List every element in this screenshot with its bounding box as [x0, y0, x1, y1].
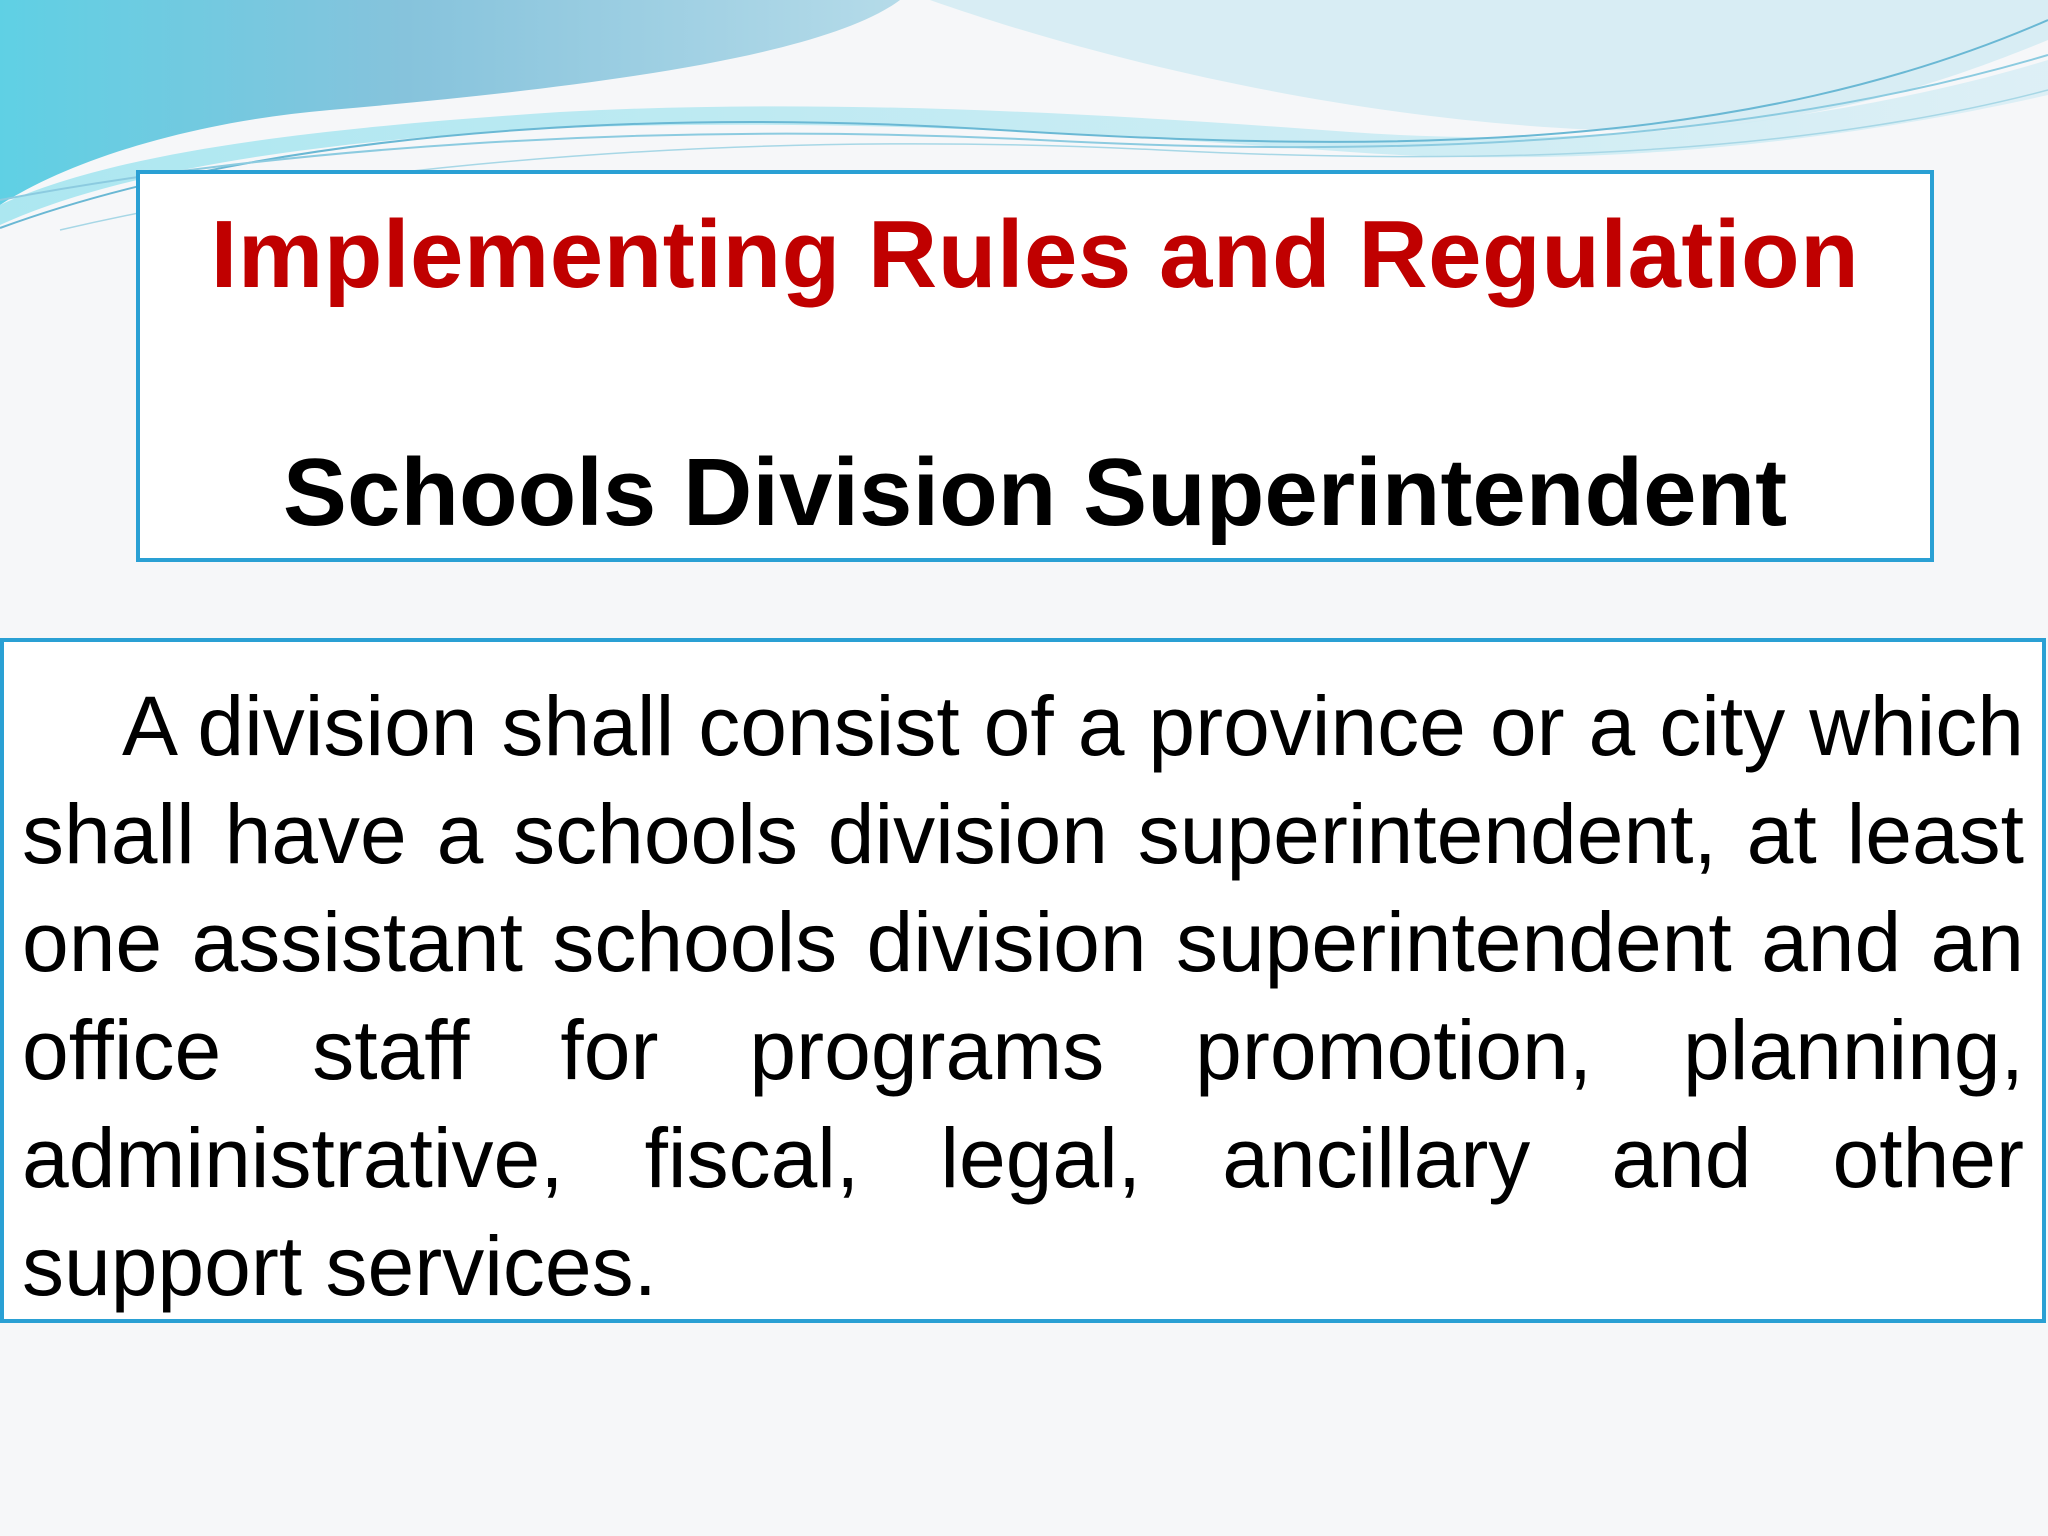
- slide-subtitle: Schools Division Superintendent: [282, 439, 1788, 546]
- body-paragraph: A division shall consist of a province or a city which shall have a schools division superintendent, at least one assistant schools division superintendent and an office staff for programs promotion, planning, administrative, fiscal, legal, ancillary and other support services.: [22, 679, 2024, 1313]
- title-box: [136, 170, 1934, 562]
- slide-title: Implementing Rules and Regulation: [210, 201, 1860, 308]
- body-text-box: [0, 638, 2046, 1323]
